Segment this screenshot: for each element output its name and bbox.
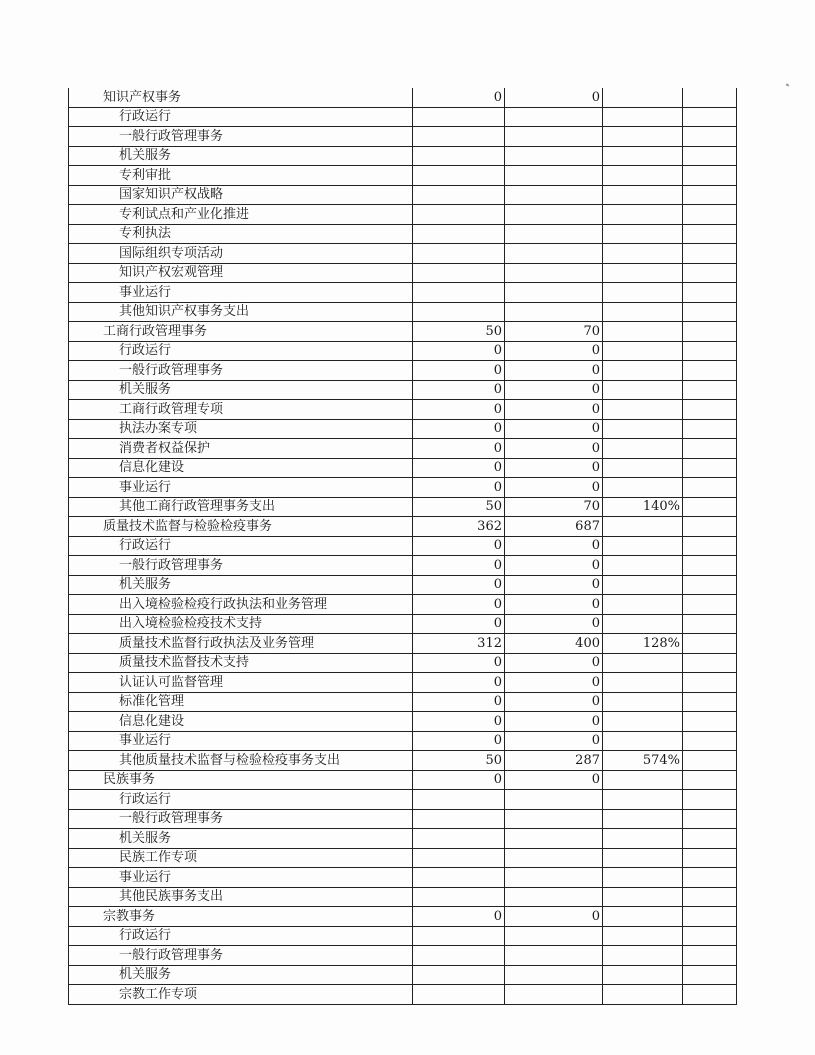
ratio-cell: 574%: [603, 751, 683, 771]
item-name-cell: 其他民族事务支出: [69, 887, 413, 907]
item-name-cell: 专利执法: [69, 224, 413, 244]
subitem-row: [69, 107, 737, 127]
actual-amount-cell: [505, 127, 603, 147]
subitem-row: [69, 946, 737, 966]
actual-amount-cell: 0: [505, 88, 603, 107]
item-name-cell: 工商行政管理事务: [69, 322, 413, 342]
note-cell: [683, 653, 737, 673]
note-cell: [683, 185, 737, 205]
ratio-cell: [603, 926, 683, 946]
actual-amount-cell: [505, 302, 603, 322]
actual-amount-cell: [505, 146, 603, 166]
ratio-cell: [603, 224, 683, 244]
subitem-row: [69, 809, 737, 829]
budget-amount-cell: 0: [413, 88, 505, 107]
subitem-row: [69, 965, 737, 985]
note-cell: [683, 127, 737, 147]
item-name-cell: 质量技术监督行政执法及业务管理: [69, 634, 413, 654]
actual-amount-cell: 287: [505, 751, 603, 771]
budget-amount-cell: 0: [413, 419, 505, 439]
ratio-cell: [603, 653, 683, 673]
budget-amount-cell: 0: [413, 536, 505, 556]
budget-amount-cell: [413, 263, 505, 283]
ratio-cell: [603, 829, 683, 849]
actual-amount-cell: 0: [505, 907, 603, 927]
item-name-cell: 专利审批: [69, 166, 413, 186]
subitem-row: [69, 302, 737, 322]
item-name-cell: 一般行政管理事务: [69, 556, 413, 576]
budget-amount-cell: 312: [413, 634, 505, 654]
subitem-row: [69, 536, 737, 556]
item-name-cell: 行政运行: [69, 536, 413, 556]
ratio-cell: [603, 419, 683, 439]
budget-amount-cell: [413, 926, 505, 946]
note-cell: [683, 712, 737, 732]
actual-amount-cell: 0: [505, 575, 603, 595]
note-cell: [683, 985, 737, 1005]
item-name-cell: 事业运行: [69, 731, 413, 751]
ratio-cell: [603, 887, 683, 907]
note-cell: [683, 536, 737, 556]
actual-amount-cell: 400: [505, 634, 603, 654]
note-cell: [683, 88, 737, 107]
ratio-cell: [603, 946, 683, 966]
subitem-row: [69, 595, 737, 615]
subitem-row: [69, 926, 737, 946]
budget-amount-cell: 0: [413, 361, 505, 381]
actual-amount-cell: [505, 848, 603, 868]
item-name-cell: 行政运行: [69, 341, 413, 361]
budget-amount-cell: 0: [413, 770, 505, 790]
note-cell: [683, 595, 737, 615]
item-name-cell: 民族事务: [69, 770, 413, 790]
item-name-cell: 专利试点和产业化推进: [69, 205, 413, 225]
ratio-cell: [603, 868, 683, 888]
actual-amount-cell: [505, 809, 603, 829]
note-cell: [683, 166, 737, 186]
budget-amount-cell: 0: [413, 907, 505, 927]
note-cell: [683, 673, 737, 693]
actual-amount-cell: [505, 790, 603, 810]
ratio-cell: [603, 107, 683, 127]
ratio-cell: [603, 185, 683, 205]
subitem-row: [69, 614, 737, 634]
note-cell: [683, 965, 737, 985]
subitem-row: [69, 283, 737, 303]
actual-amount-cell: [505, 166, 603, 186]
subitem-row: [69, 185, 737, 205]
note-cell: [683, 556, 737, 576]
item-name-cell: 一般行政管理事务: [69, 361, 413, 381]
actual-amount-cell: 0: [505, 439, 603, 459]
ratio-cell: [603, 146, 683, 166]
ratio-cell: [603, 205, 683, 225]
category-row: [69, 88, 737, 107]
ratio-cell: [603, 478, 683, 498]
note-cell: [683, 146, 737, 166]
item-name-cell: 事业运行: [69, 478, 413, 498]
category-row: [69, 770, 737, 790]
note-cell: [683, 205, 737, 225]
ratio-cell: [603, 575, 683, 595]
item-name-cell: 机关服务: [69, 575, 413, 595]
subitem-row: [69, 790, 737, 810]
ratio-cell: [603, 380, 683, 400]
subitem-row: [69, 478, 737, 498]
budget-amount-cell: 0: [413, 595, 505, 615]
ratio-cell: 128%: [603, 634, 683, 654]
budget-amount-cell: 0: [413, 653, 505, 673]
budget-amount-cell: [413, 868, 505, 888]
category-row: [69, 517, 737, 537]
subitem-row: [69, 439, 737, 459]
actual-amount-cell: [505, 107, 603, 127]
budget-amount-cell: 50: [413, 751, 505, 771]
subitem-row: [69, 458, 737, 478]
budget-amount-cell: 0: [413, 731, 505, 751]
ratio-cell: [603, 166, 683, 186]
actual-amount-cell: [505, 185, 603, 205]
budget-amount-cell: [413, 166, 505, 186]
note-cell: [683, 497, 737, 517]
item-name-cell: 一般行政管理事务: [69, 809, 413, 829]
actual-amount-cell: 0: [505, 692, 603, 712]
item-name-cell: 其他工商行政管理事务支出: [69, 497, 413, 517]
actual-amount-cell: 0: [505, 556, 603, 576]
note-cell: [683, 283, 737, 303]
ratio-cell: [603, 809, 683, 829]
ratio-cell: [603, 536, 683, 556]
actual-amount-cell: 0: [505, 712, 603, 732]
note-cell: [683, 517, 737, 537]
note-cell: [683, 770, 737, 790]
budget-amount-cell: 50: [413, 322, 505, 342]
subitem-row: [69, 556, 737, 576]
note-cell: [683, 107, 737, 127]
note-cell: [683, 809, 737, 829]
ratio-cell: [603, 965, 683, 985]
ratio-cell: [603, 614, 683, 634]
item-name-cell: 行政运行: [69, 107, 413, 127]
item-name-cell: 国家知识产权战略: [69, 185, 413, 205]
subitem-row: [69, 634, 737, 654]
item-name-cell: 事业运行: [69, 283, 413, 303]
ratio-cell: [603, 556, 683, 576]
note-cell: [683, 361, 737, 381]
subitem-row: [69, 751, 737, 771]
item-name-cell: 行政运行: [69, 926, 413, 946]
scan-speck: [786, 83, 790, 86]
ratio-cell: [603, 595, 683, 615]
actual-amount-cell: 0: [505, 341, 603, 361]
budget-amount-cell: 0: [413, 692, 505, 712]
actual-amount-cell: [505, 868, 603, 888]
note-cell: [683, 614, 737, 634]
item-name-cell: 一般行政管理事务: [69, 946, 413, 966]
actual-amount-cell: 0: [505, 478, 603, 498]
subitem-row: [69, 146, 737, 166]
subitem-row: [69, 868, 737, 888]
note-cell: [683, 478, 737, 498]
subitem-row: [69, 361, 737, 381]
subitem-row: [69, 653, 737, 673]
subitem-row: [69, 985, 737, 1005]
item-name-cell: 质量技术监督与检验检疫事务: [69, 517, 413, 537]
ratio-cell: [603, 985, 683, 1005]
budget-amount-cell: [413, 146, 505, 166]
ratio-cell: [603, 770, 683, 790]
actual-amount-cell: 0: [505, 770, 603, 790]
item-name-cell: 工商行政管理专项: [69, 400, 413, 420]
ratio-cell: [603, 322, 683, 342]
subitem-row: [69, 829, 737, 849]
note-cell: [683, 322, 737, 342]
budget-amount-cell: 0: [413, 341, 505, 361]
budget-amount-cell: [413, 946, 505, 966]
subitem-row: [69, 205, 737, 225]
budget-amount-cell: 0: [413, 556, 505, 576]
budget-amount-cell: [413, 107, 505, 127]
note-cell: [683, 400, 737, 420]
actual-amount-cell: 0: [505, 536, 603, 556]
item-name-cell: 其他知识产权事务支出: [69, 302, 413, 322]
ratio-cell: [603, 731, 683, 751]
category-row: [69, 322, 737, 342]
item-name-cell: 宗教工作专项: [69, 985, 413, 1005]
note-cell: [683, 458, 737, 478]
note-cell: [683, 419, 737, 439]
budget-amount-cell: 0: [413, 614, 505, 634]
note-cell: [683, 302, 737, 322]
subitem-row: [69, 673, 737, 693]
ratio-cell: [603, 88, 683, 107]
ratio-cell: [603, 907, 683, 927]
note-cell: [683, 341, 737, 361]
actual-amount-cell: [505, 887, 603, 907]
budget-amount-cell: [413, 965, 505, 985]
actual-amount-cell: 0: [505, 458, 603, 478]
budget-table-page: [68, 88, 736, 1005]
budget-amount-cell: 362: [413, 517, 505, 537]
ratio-cell: [603, 517, 683, 537]
subitem-row: [69, 497, 737, 517]
note-cell: [683, 380, 737, 400]
budget-amount-cell: 0: [413, 712, 505, 732]
budget-amount-cell: [413, 205, 505, 225]
ratio-cell: [603, 400, 683, 420]
note-cell: [683, 887, 737, 907]
budget-amount-cell: [413, 887, 505, 907]
actual-amount-cell: [505, 965, 603, 985]
item-name-cell: 信息化建设: [69, 712, 413, 732]
item-name-cell: 事业运行: [69, 868, 413, 888]
budget-amount-cell: 50: [413, 497, 505, 517]
note-cell: [683, 731, 737, 751]
actual-amount-cell: [505, 283, 603, 303]
item-name-cell: 出入境检验检疫行政执法和业务管理: [69, 595, 413, 615]
ratio-cell: [603, 848, 683, 868]
subitem-row: [69, 380, 737, 400]
ratio-cell: [603, 244, 683, 264]
item-name-cell: 一般行政管理事务: [69, 127, 413, 147]
note-cell: [683, 907, 737, 927]
item-name-cell: 执法办案专项: [69, 419, 413, 439]
item-name-cell: 标准化管理: [69, 692, 413, 712]
item-name-cell: 宗教事务: [69, 907, 413, 927]
actual-amount-cell: [505, 985, 603, 1005]
actual-amount-cell: 0: [505, 380, 603, 400]
subitem-row: [69, 692, 737, 712]
actual-amount-cell: [505, 244, 603, 264]
ratio-cell: [603, 458, 683, 478]
ratio-cell: [603, 692, 683, 712]
budget-amount-cell: 0: [413, 478, 505, 498]
budget-table: [68, 88, 737, 1005]
actual-amount-cell: [505, 205, 603, 225]
item-name-cell: 信息化建设: [69, 458, 413, 478]
budget-amount-cell: 0: [413, 380, 505, 400]
item-name-cell: 其他质量技术监督与检验检疫事务支出: [69, 751, 413, 771]
note-cell: [683, 868, 737, 888]
item-name-cell: 机关服务: [69, 829, 413, 849]
note-cell: [683, 790, 737, 810]
actual-amount-cell: 70: [505, 497, 603, 517]
actual-amount-cell: [505, 224, 603, 244]
ratio-cell: [603, 341, 683, 361]
note-cell: [683, 692, 737, 712]
ratio-cell: [603, 712, 683, 732]
ratio-cell: [603, 283, 683, 303]
subitem-row: [69, 127, 737, 147]
budget-amount-cell: [413, 848, 505, 868]
note-cell: [683, 439, 737, 459]
actual-amount-cell: 0: [505, 595, 603, 615]
subitem-row: [69, 731, 737, 751]
subitem-row: [69, 848, 737, 868]
note-cell: [683, 751, 737, 771]
item-name-cell: 民族工作专项: [69, 848, 413, 868]
item-name-cell: 机关服务: [69, 146, 413, 166]
ratio-cell: [603, 673, 683, 693]
note-cell: [683, 224, 737, 244]
subitem-row: [69, 400, 737, 420]
subitem-row: [69, 575, 737, 595]
budget-amount-cell: 0: [413, 439, 505, 459]
ratio-cell: [603, 302, 683, 322]
ratio-cell: [603, 263, 683, 283]
note-cell: [683, 829, 737, 849]
note-cell: [683, 848, 737, 868]
ratio-cell: [603, 361, 683, 381]
budget-amount-cell: [413, 829, 505, 849]
actual-amount-cell: 70: [505, 322, 603, 342]
ratio-cell: [603, 790, 683, 810]
actual-amount-cell: 0: [505, 653, 603, 673]
ratio-cell: 140%: [603, 497, 683, 517]
subitem-row: [69, 419, 737, 439]
actual-amount-cell: [505, 926, 603, 946]
actual-amount-cell: [505, 946, 603, 966]
budget-amount-cell: 0: [413, 673, 505, 693]
subitem-row: [69, 263, 737, 283]
item-name-cell: 知识产权事务: [69, 88, 413, 107]
item-name-cell: 机关服务: [69, 380, 413, 400]
actual-amount-cell: 0: [505, 731, 603, 751]
item-name-cell: 出入境检验检疫技术支持: [69, 614, 413, 634]
actual-amount-cell: 0: [505, 361, 603, 381]
actual-amount-cell: 0: [505, 614, 603, 634]
subitem-row: [69, 712, 737, 732]
subitem-row: [69, 887, 737, 907]
note-cell: [683, 634, 737, 654]
budget-amount-cell: [413, 185, 505, 205]
budget-amount-cell: 0: [413, 400, 505, 420]
subitem-row: [69, 224, 737, 244]
budget-amount-cell: [413, 302, 505, 322]
subitem-row: [69, 341, 737, 361]
item-name-cell: 国际组织专项活动: [69, 244, 413, 264]
subitem-row: [69, 244, 737, 264]
table-body: [69, 88, 737, 1004]
budget-amount-cell: 0: [413, 575, 505, 595]
ratio-cell: [603, 439, 683, 459]
budget-amount-cell: [413, 790, 505, 810]
budget-amount-cell: [413, 985, 505, 1005]
item-name-cell: 质量技术监督技术支持: [69, 653, 413, 673]
budget-amount-cell: [413, 283, 505, 303]
note-cell: [683, 946, 737, 966]
actual-amount-cell: 0: [505, 419, 603, 439]
budget-amount-cell: [413, 224, 505, 244]
item-name-cell: 机关服务: [69, 965, 413, 985]
category-row: [69, 907, 737, 927]
budget-amount-cell: [413, 127, 505, 147]
item-name-cell: 认证认可监督管理: [69, 673, 413, 693]
item-name-cell: 行政运行: [69, 790, 413, 810]
actual-amount-cell: 0: [505, 400, 603, 420]
note-cell: [683, 575, 737, 595]
budget-amount-cell: [413, 244, 505, 264]
budget-amount-cell: 0: [413, 458, 505, 478]
budget-amount-cell: [413, 809, 505, 829]
actual-amount-cell: [505, 263, 603, 283]
subitem-row: [69, 166, 737, 186]
note-cell: [683, 263, 737, 283]
note-cell: [683, 926, 737, 946]
actual-amount-cell: 0: [505, 673, 603, 693]
item-name-cell: 消费者权益保护: [69, 439, 413, 459]
actual-amount-cell: 687: [505, 517, 603, 537]
note-cell: [683, 244, 737, 264]
ratio-cell: [603, 127, 683, 147]
item-name-cell: 知识产权宏观管理: [69, 263, 413, 283]
actual-amount-cell: [505, 829, 603, 849]
